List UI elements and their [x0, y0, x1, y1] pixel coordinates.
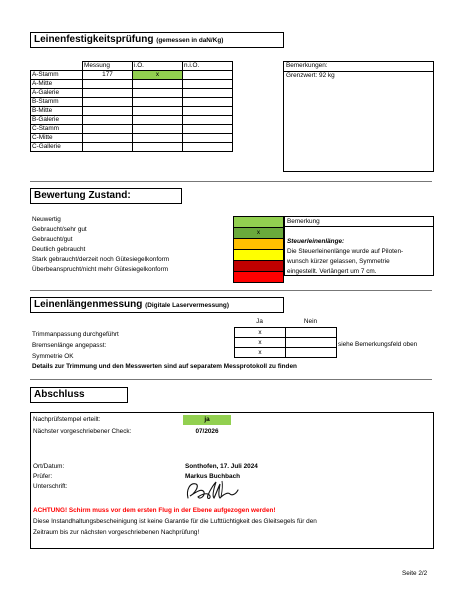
table-row	[31, 143, 233, 152]
cell-messung[interactable]	[83, 125, 133, 134]
table-row	[31, 134, 233, 143]
condition-title: Bewertung Zustand:	[34, 190, 131, 201]
tensile-header-row	[31, 62, 233, 71]
page-number: Seite 2/2	[402, 570, 428, 577]
divider	[30, 181, 432, 182]
condition-remark-subtitle: Steuerleinenlänge:	[287, 238, 345, 245]
tensile-body	[31, 71, 233, 152]
tensile-title-box	[30, 32, 284, 48]
table-row	[31, 80, 233, 89]
divider	[30, 379, 432, 380]
cell-nio[interactable]	[183, 107, 233, 116]
condition-remark-box[interactable]	[284, 216, 434, 276]
condition-label: Überbeansprucht/nicht mehr Gütesiegelkonform	[32, 266, 169, 273]
condition-swatch[interactable]: x	[234, 228, 283, 239]
inspector-value[interactable]: Markus Buchbach	[185, 473, 241, 480]
length-labels	[32, 329, 119, 362]
condition-labels	[32, 216, 169, 276]
length-label: Bremsenlänge angepasst:	[32, 342, 107, 349]
cell-io[interactable]	[133, 143, 183, 152]
next-check-value[interactable]: 07/2026	[195, 428, 219, 435]
table-row	[31, 125, 233, 134]
condition-color-scale	[233, 216, 284, 283]
table-row	[31, 107, 233, 116]
cell-io[interactable]	[133, 107, 183, 116]
table-row	[31, 116, 233, 125]
cell-messung[interactable]	[83, 143, 133, 152]
place-label: Ort/Datum:	[33, 463, 65, 470]
disclaimer-line: Diese Instandhaltungsbescheinigung ist keine Garantie für die Lufttüchtigkeit des Gleitsegels für den	[33, 518, 317, 525]
cell-io[interactable]	[133, 116, 183, 125]
cell-io[interactable]: x	[133, 71, 183, 80]
length-label: Symmetrie OK	[32, 353, 74, 360]
signature-label: Unterschrift:	[33, 483, 68, 490]
length-header-nein: Nein	[303, 318, 318, 325]
cell-nio[interactable]	[183, 80, 233, 89]
length-subtitle: (Digitale Laservermessung)	[145, 302, 229, 309]
condition-swatch[interactable]	[234, 261, 283, 272]
length-header-ja: Ja	[256, 318, 263, 325]
length-title: Leinenlängenmessung	[34, 299, 143, 310]
inspector-label: Prüfer:	[33, 473, 53, 480]
cell-ja[interactable]: x	[235, 328, 286, 338]
row-label: C-Stamm	[31, 125, 83, 134]
condition-remark-line	[285, 227, 433, 237]
divider	[30, 290, 432, 291]
condition-label: Gebraucht/sehr gut	[32, 226, 87, 233]
row-label: A-Mitte	[31, 80, 83, 89]
table-row	[235, 348, 337, 358]
header-io: i.O.	[133, 62, 183, 71]
condition-title-box	[30, 188, 182, 204]
tensile-remarks-box[interactable]	[283, 61, 434, 172]
length-footnote: Details zur Trimmung und den Messwerten sind auf separatem Messprotokoll zu finden	[32, 363, 297, 370]
closing-title-box	[30, 387, 128, 403]
condition-remark-header: Bemerkung	[285, 217, 433, 227]
condition-swatch[interactable]	[234, 272, 283, 282]
length-side-note: siehe Bemerkungsfeld oben	[338, 341, 418, 348]
cell-io[interactable]	[133, 134, 183, 143]
stamp-label: Nachprüfstempel erteilt:	[33, 416, 101, 423]
closing-title: Abschluss	[34, 389, 85, 400]
cell-messung[interactable]	[83, 98, 133, 107]
cell-messung[interactable]	[83, 134, 133, 143]
cell-ja[interactable]: x	[235, 348, 286, 358]
row-label: C-Gallerie	[31, 143, 83, 152]
length-title-box	[30, 297, 284, 313]
cell-messung[interactable]	[83, 116, 133, 125]
signature-image	[184, 478, 242, 504]
row-label: C-Mitte	[31, 134, 83, 143]
length-label: Trimmanpassung durchgeführt	[32, 331, 119, 338]
cell-nio[interactable]	[183, 71, 233, 80]
condition-swatch[interactable]	[234, 239, 283, 250]
condition-swatch[interactable]	[234, 217, 283, 228]
header-nio: n.i.O.	[183, 62, 233, 71]
warning-text: ACHTUNG! Schirm muss vor dem ersten Flug in der Ebene aufgezogen werden!	[33, 507, 276, 514]
cell-messung[interactable]	[83, 89, 133, 98]
row-label: B-Mitte	[31, 107, 83, 116]
tensile-table	[30, 61, 233, 152]
cell-messung[interactable]: 177	[83, 71, 133, 80]
table-row	[235, 328, 337, 338]
header-messung: Messung	[83, 62, 133, 71]
cell-nio[interactable]	[183, 125, 233, 134]
condition-label: Gebraucht/gut	[32, 236, 73, 243]
table-row	[31, 89, 233, 98]
remarks-text: Grenzwert: 92 kg	[286, 72, 335, 79]
cell-nio[interactable]	[183, 89, 233, 98]
condition-swatch[interactable]	[234, 250, 283, 261]
row-label: B-Galerie	[31, 116, 83, 125]
cell-messung[interactable]	[83, 80, 133, 89]
cell-io[interactable]	[133, 98, 183, 107]
condition-remark-line: eingestellt. Verlängert um 7 cm.	[287, 268, 377, 275]
row-label: A-Stamm	[31, 71, 83, 80]
next-check-label: Nächster vorgeschriebener Check:	[33, 428, 132, 435]
cell-nio[interactable]	[183, 134, 233, 143]
length-table	[234, 327, 337, 358]
stamp-value[interactable]: ja	[183, 415, 231, 425]
condition-remark-line: wunsch kürzer gelassen, Symmetrie	[287, 258, 390, 265]
tensile-title: Leinenfestigkeitsprüfung	[34, 34, 154, 45]
table-row	[31, 71, 233, 80]
table-row	[235, 338, 337, 348]
cell-nein[interactable]	[286, 348, 337, 358]
disclaimer-line: Zeitraum bis zur nächsten vorgeschriebenen Nachprüfung!	[33, 529, 200, 536]
cell-nio[interactable]	[183, 116, 233, 125]
row-label: B-Stamm	[31, 98, 83, 107]
cell-io[interactable]	[133, 125, 183, 134]
cell-ja[interactable]: x	[235, 338, 286, 348]
cell-io[interactable]	[133, 80, 183, 89]
condition-label: Deutlich gebraucht	[32, 246, 86, 253]
cell-nio[interactable]	[183, 143, 233, 152]
remarks-header: Bemerkungen:	[284, 62, 433, 72]
row-label: A-Galerie	[31, 89, 83, 98]
condition-remark-line: Die Steuerleinenlänge wurde auf Piloten-	[287, 248, 404, 255]
cell-messung[interactable]	[83, 107, 133, 116]
condition-label: Stark gebraucht/derzeit noch Gütesiegelkonform	[32, 256, 170, 263]
table-row	[31, 98, 233, 107]
cell-nein[interactable]	[286, 328, 337, 338]
place-value[interactable]: Sonthofen, 17. Juli 2024	[185, 463, 258, 470]
tensile-subtitle: (gemessen in daN/Kg)	[156, 37, 224, 44]
cell-io[interactable]	[133, 89, 183, 98]
cell-nein[interactable]	[286, 338, 337, 348]
cell-nio[interactable]	[183, 98, 233, 107]
condition-label: Neuwertig	[32, 216, 61, 223]
